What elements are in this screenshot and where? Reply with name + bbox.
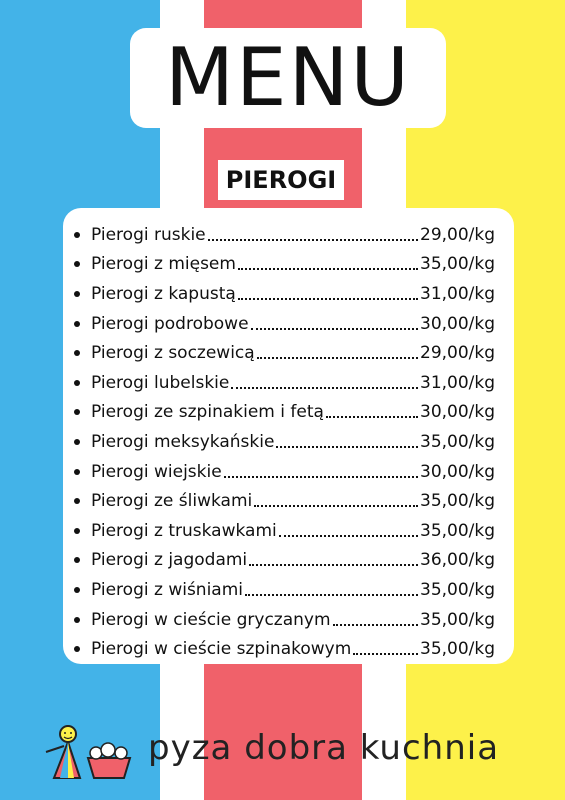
menu-item-price: 36,00/kg xyxy=(420,550,496,571)
bullet-icon xyxy=(74,321,80,327)
menu-item xyxy=(63,309,514,339)
bullet-icon xyxy=(74,261,80,267)
bullet-icon xyxy=(74,291,80,297)
menu-item-price: 31,00/kg xyxy=(420,372,496,393)
dot-leader xyxy=(279,535,418,537)
menu-item xyxy=(63,338,514,368)
bullet-icon xyxy=(74,469,80,475)
brand-logo xyxy=(40,720,540,784)
menu-item-price: 31,00/kg xyxy=(420,283,496,304)
menu-item-price: 30,00/kg xyxy=(420,461,496,482)
bullet-icon xyxy=(74,587,80,593)
menu-item xyxy=(63,279,514,309)
dot-leader xyxy=(257,357,418,359)
menu-item-name: Pierogi z soczewicą xyxy=(91,343,255,364)
dot-leader xyxy=(238,298,418,300)
menu-item-name: Pierogi z kapustą xyxy=(91,283,236,304)
menu-item-name: Pierogi lubelskie xyxy=(91,372,230,393)
menu-item-price: 35,00/kg xyxy=(420,491,496,512)
dot-leader xyxy=(231,387,418,389)
page-title: MENU xyxy=(165,31,411,124)
bullet-icon xyxy=(74,528,80,534)
dot-leader xyxy=(326,416,418,418)
section-title: PIEROGI xyxy=(225,166,337,194)
menu-list xyxy=(63,208,514,664)
child-with-dumpling-bowl-icon xyxy=(40,720,140,784)
menu-item-name: Pierogi z wiśniami xyxy=(91,579,244,600)
bullet-icon xyxy=(74,557,80,563)
title-box xyxy=(130,28,446,128)
menu-item-name: Pierogi z truskawkami xyxy=(91,520,277,541)
menu-item xyxy=(63,457,514,487)
menu-item xyxy=(63,516,514,546)
menu-item-name: Pierogi ruskie xyxy=(91,224,206,245)
menu-item xyxy=(63,634,514,664)
menu-item-name: Pierogi ze szpinakiem i fetą xyxy=(91,402,324,423)
menu-item-price: 35,00/kg xyxy=(420,609,496,630)
menu-item xyxy=(63,486,514,516)
bullet-icon xyxy=(74,232,80,238)
section-header xyxy=(218,160,344,200)
menu-item xyxy=(63,250,514,280)
dot-leader xyxy=(208,239,418,241)
menu-item xyxy=(63,427,514,457)
menu-item-name: Pierogi podrobowe xyxy=(91,313,249,334)
bullet-icon xyxy=(74,350,80,356)
dot-leader xyxy=(249,564,418,566)
menu-item-name: Pierogi z jagodami xyxy=(91,550,248,571)
bullet-icon xyxy=(74,380,80,386)
menu-item-price: 30,00/kg xyxy=(420,402,496,423)
menu-item-name: Pierogi w cieście szpinakowym xyxy=(91,639,352,660)
menu-item xyxy=(63,546,514,576)
menu-item-name: Pierogi ze śliwkami xyxy=(91,491,253,512)
dot-leader xyxy=(276,446,418,448)
menu-item-price: 30,00/kg xyxy=(420,313,496,334)
menu-item-price: 35,00/kg xyxy=(420,639,496,660)
menu-item-name: Pierogi wiejskie xyxy=(91,461,222,482)
menu-item xyxy=(63,605,514,635)
bullet-icon xyxy=(74,498,80,504)
bullet-icon xyxy=(74,439,80,445)
menu-item-price: 35,00/kg xyxy=(420,431,496,452)
bullet-icon xyxy=(74,617,80,623)
dot-leader xyxy=(251,328,418,330)
menu-item xyxy=(63,220,514,250)
dot-leader xyxy=(238,268,418,270)
dot-leader xyxy=(245,594,418,596)
menu-item-price: 29,00/kg xyxy=(420,224,496,245)
menu-item-name: Pierogi w cieście gryczanym xyxy=(91,609,331,630)
bullet-icon xyxy=(74,646,80,652)
bullet-icon xyxy=(74,409,80,415)
dot-leader xyxy=(333,624,418,626)
menu-item xyxy=(63,368,514,398)
menu-item-price: 35,00/kg xyxy=(420,254,496,275)
menu-item-price: 29,00/kg xyxy=(420,343,496,364)
brand-name: pyza dobra kuchnia xyxy=(148,728,500,768)
menu-item xyxy=(63,398,514,428)
dot-leader xyxy=(224,476,418,478)
menu-item-name: Pierogi meksykańskie xyxy=(91,431,275,452)
dot-leader xyxy=(254,505,418,507)
menu-item xyxy=(63,575,514,605)
menu-item-price: 35,00/kg xyxy=(420,579,496,600)
menu-item-price: 35,00/kg xyxy=(420,520,496,541)
menu-item-name: Pierogi z mięsem xyxy=(91,254,236,275)
dot-leader xyxy=(353,653,418,655)
menu-card xyxy=(63,208,514,664)
